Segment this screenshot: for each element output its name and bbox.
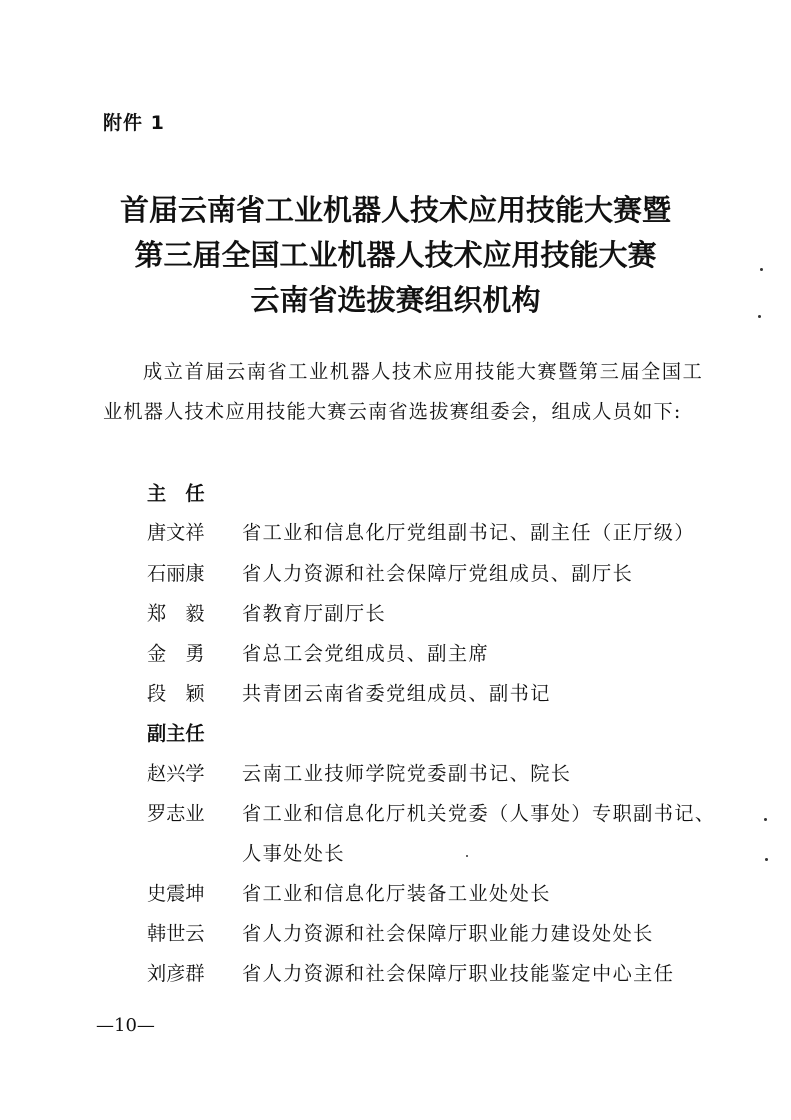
member-row (147, 761, 571, 787)
scan-speck (764, 818, 767, 821)
member-position: 共青团云南省委党组成员、副书记 (242, 682, 551, 705)
scan-speck (758, 315, 761, 318)
scan-speck (765, 858, 768, 861)
member-name: 郑 毅 (147, 602, 205, 625)
member-name: 罗志业 (147, 802, 205, 825)
member-row (147, 801, 716, 827)
member-name: 金 勇 (147, 642, 205, 665)
document-title (0, 188, 791, 323)
member-row (147, 921, 654, 947)
member-name: 石丽康 (147, 562, 205, 585)
member-position: 省人力资源和社会保障厅职业技能鉴定中心主任 (242, 962, 675, 985)
member-name: 段 颖 (147, 682, 205, 705)
member-name: 唐文祥 (147, 521, 205, 544)
member-row (147, 520, 695, 546)
member-position: 省人力资源和社会保障厅党组成员、副厅长 (242, 562, 634, 585)
title-line: 首届云南省工业机器人技术应用技能大赛暨 (119, 193, 671, 227)
member-row (147, 961, 674, 987)
scan-speck (466, 855, 468, 857)
member-position: 省工业和信息化厅机关党委（人事处）专职副书记、 (242, 802, 716, 825)
member-row (147, 681, 551, 707)
section-heading-deputy-director: 副主任 (147, 722, 205, 745)
member-name: 韩世云 (147, 922, 205, 945)
member-name: 刘彦群 (147, 962, 205, 985)
title-line: 云南省选拔赛组织机构 (250, 283, 541, 317)
title-line: 第三届全国工业机器人技术应用技能大赛 (134, 238, 657, 272)
member-row (147, 881, 551, 907)
attachment-label: 附件 1 (103, 112, 165, 134)
scan-speck (760, 268, 763, 271)
member-position: 省教育厅副厅长 (242, 602, 387, 625)
member-position: 省人力资源和社会保障厅职业能力建设处处长 (242, 922, 654, 945)
member-position-continuation: 人事处处长 (242, 842, 345, 865)
member-row (147, 601, 386, 627)
member-position: 省工业和信息化厅装备工业处处长 (242, 882, 551, 905)
member-position: 省工业和信息化厅党组副书记、副主任（正厅级） (242, 521, 695, 544)
member-row (147, 641, 489, 667)
section-heading-director: 主 任 (147, 482, 205, 505)
intro-paragraph: 成立首届云南省工业机器人技术应用技能大赛暨第三届全国工业机器人技术应用技能大赛云南省选拔赛组委会，组成人员如下: (103, 360, 703, 423)
member-name: 史震坤 (147, 882, 205, 905)
page-number: —10— (96, 1015, 155, 1036)
member-position: 云南工业技师学院党委副书记、院长 (242, 762, 572, 785)
member-row (147, 561, 633, 587)
member-position: 省总工会党组成员、副主席 (242, 642, 490, 665)
member-name: 赵兴学 (147, 762, 205, 785)
